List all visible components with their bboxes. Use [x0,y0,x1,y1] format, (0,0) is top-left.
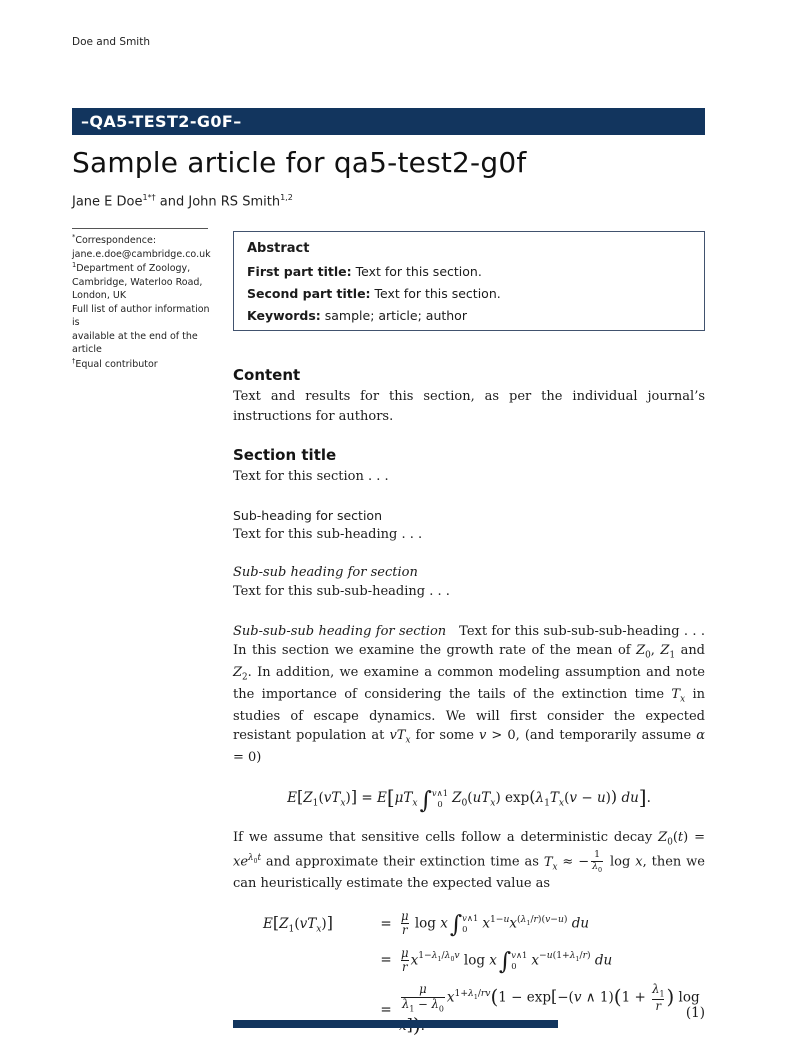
paragraph-content: Text and results for this section, as per the individual journal’s instructions for authors. [233,389,705,424]
footer-bar [233,1020,558,1028]
equation-number: (1) [685,1005,705,1022]
paragraph-decay: If we assume that sensitive cells follow a deterministic decay $Z_0(t) = xe^{\lambda_0t}$ and approximate their extinction time as $T_x$ ≈ − $\frac{1}{\lambda_0}$ log x, then we can heuristically estimate the expected value as [233,830,705,892]
equals-sign: = [380,1002,392,1019]
equation-row [233,983,705,1037]
main-column [233,358,705,1046]
running-head: Doe and Smith [72,36,150,48]
subheading-section: Sub-heading for section [233,507,382,523]
sidebar-divider [72,228,208,229]
banner-label: –QA5-TEST2-G0F– [81,112,242,131]
article-title: Sample article for qa5-test2-g0f [72,146,527,179]
paragraph-section: Text for this section . . . [233,469,389,484]
abstract-title: Abstract [247,241,310,256]
equals-sign: = [380,915,392,932]
section-heading-section-title: Section title [233,446,337,464]
equation-rhs-3: $\frac{\mu}{\lambda_1 - \lambda_0}$ $x^{1+\lambda_1/rv}(1 - \exp[-(v$ ∧ 1)(1 + $\frac{\lambda_1}{r}$ ) log [402,982,700,1013]
equation-row [233,947,705,975]
section-heading-content: Content [233,366,301,384]
abstract-second-part: Second part title: Text for this section. [247,286,501,301]
paragraph-subheading: Text for this sub-heading . . . [233,526,423,542]
abstract-keywords: Keywords: sample; article; author [247,308,467,323]
abstract-box [233,231,705,331]
equation-rhs-1: $\frac{\mu}{r}$ log x∫ v∧1 0 $x^{1-u}x^{(\lambda_1/r)(v-u)}$ du [401,908,590,939]
paragraph-subsubheading: Text for this sub-sub-heading . . . [233,584,450,599]
title-banner [72,108,705,135]
equation-display: $E[Z_1(vT_x)] = E[\mu T_x\int$ v∧1 0 $Z_0(uT_x) \exp(\lambda_1T_x(v - u))$ du]. [287,785,651,814]
subsubheading-section: Sub-sub heading for section [233,565,418,580]
equation-align-block [233,910,705,1037]
author-line: Jane E Doe$^{1*\dagger}$ and John RS Smith$^{1,2}$ [72,193,293,210]
equals-sign: = [380,952,392,969]
equation-row [233,910,705,938]
paragraph-subsubsubheading: Sub-sub-sub heading for section Text for this sub-sub-sub-heading . . . In this section we examine the growth rate of the mean of $Z_0$, $Z_1$ and $Z_2$. In addition, we examine a common modeling assumption and note the importance of considering the tails of the extinction time $T_x$ in studies of escape dynamics. We will first consider the expected resistant population at $vT_x$ for some v > 0, (and temporarily assume α = 0) [233,623,706,765]
equation-rhs-2: $\frac{\mu}{r}$ $x^{1-\lambda_1/\lambda_0v}$ log x∫ v∧1 0 $x^{-u(1+\lambda_1/r)}$ du [401,945,613,976]
correspondence-block: *Correspondence: jane.e.doe@cambridge.co.uk $^1$Department of Zoology, Cambridge, Waterloo Road, London, UK Full list of author information is available at the end of the article †Equal contributor [72,233,211,370]
equation-lhs: $E[Z_1(vT_x)]$ [263,912,333,935]
abstract-first-part: First part title: Text for this section. [247,264,482,279]
